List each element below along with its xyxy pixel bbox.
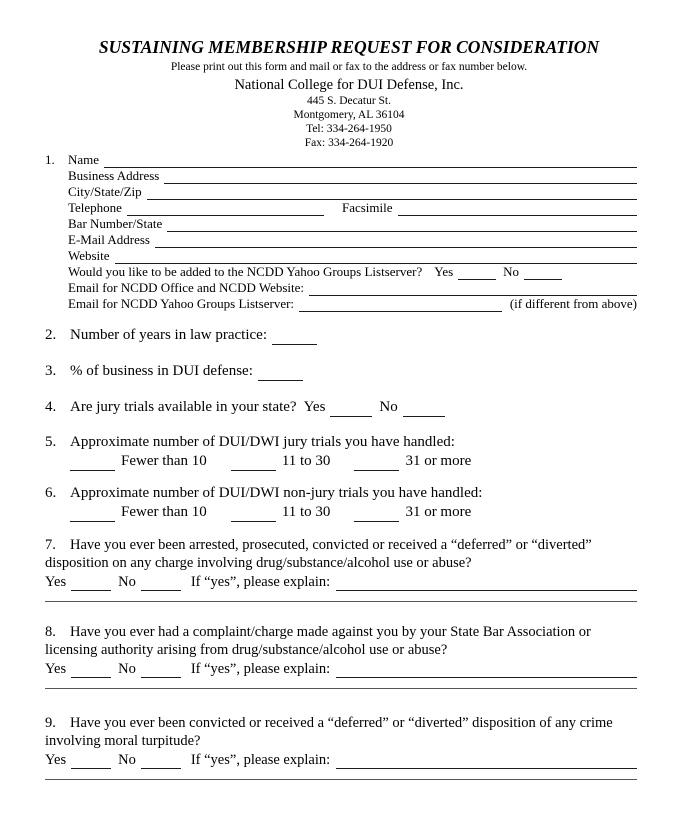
question-9-number: 9. (45, 715, 56, 731)
email-address-field[interactable] (155, 245, 637, 248)
q8-explain-label: If “yes”, please explain: (190, 661, 331, 677)
email-office-label: Email for NCDD Office and NCDD Website: (68, 280, 305, 295)
q7-explain-continuation-line[interactable] (45, 600, 637, 602)
telephone-label: Telephone (68, 200, 122, 215)
form-title: SUSTAINING MEMBERSHIP REQUEST FOR CONSIDERATION (98, 37, 600, 57)
q5-fewer-than-10-field[interactable] (70, 468, 115, 471)
q9-explain-field[interactable] (336, 766, 637, 769)
q8-no-field[interactable] (141, 675, 181, 678)
question-6-text: Approximate number of DUI/DWI non-jury trials you have handled: (70, 485, 483, 501)
business-address-field[interactable] (164, 181, 637, 184)
q6-31-or-more-label: 31 or more (405, 504, 472, 520)
question-4 (45, 398, 637, 417)
question-5-number: 5. (45, 434, 57, 450)
form-body (45, 152, 637, 780)
question-5-options-row (45, 452, 637, 471)
email-address-row (45, 232, 637, 248)
organization-name: National College for DUI Defense, Inc. (234, 77, 464, 93)
question-3-number: 3. (45, 363, 57, 379)
question-9 (45, 714, 637, 780)
question-1 (45, 152, 637, 312)
question-5 (45, 433, 637, 471)
question-8-text-paragraph (45, 623, 637, 659)
jury-trials-yes-label: Yes (303, 399, 326, 415)
listserver-question-row (45, 264, 637, 280)
q9-yes-field[interactable] (71, 766, 111, 769)
website-label: Website (68, 248, 110, 263)
years-in-practice-field[interactable] (272, 342, 317, 345)
email-listserver-label: Email for NCDD Yahoo Groups Listserver: (68, 296, 295, 311)
facsimile-label: Facsimile (341, 200, 393, 215)
q7-yes-label: Yes (45, 574, 67, 590)
bar-number-label: Bar Number/State (68, 216, 163, 231)
listserver-no-label: No (503, 264, 520, 279)
business-address-label: Business Address (68, 168, 160, 183)
question-5-text: Approximate number of DUI/DWI jury trials you have handled: (70, 434, 455, 450)
question-8-text: Have you ever had a complaint/charge made against you by your State Bar Association or licensing authority arising from drug/substance/alcohol use or abuse? (45, 624, 591, 658)
question-7-text-paragraph (45, 536, 637, 572)
city-state-zip: Montgomery, AL 36104 (293, 109, 405, 121)
question-8-number: 8. (45, 624, 56, 640)
question-3 (45, 362, 637, 381)
phone-number: Tel: 334-264-1950 (306, 123, 392, 135)
jury-trials-no-field[interactable] (403, 414, 445, 417)
q9-explain-continuation-line[interactable] (45, 778, 637, 780)
listserver-yes-label: Yes (434, 264, 454, 279)
business-address-row (45, 168, 637, 184)
name-label: Name (68, 152, 100, 167)
question-5-text-row (45, 433, 637, 452)
question-7-text: Have you ever been arrested, prosecuted, convicted or received a “deferred” or “diverted” disposition on any charge involving drug/substance/alcohol use or abuse? (45, 537, 592, 571)
email-listserver-row (45, 296, 637, 312)
q7-no-label: No (118, 574, 136, 590)
jury-trials-no-label: No (379, 399, 398, 415)
q7-explain-field[interactable] (336, 588, 637, 591)
q6-fewer-than-10-label: Fewer than 10 (121, 504, 207, 520)
question-8 (45, 623, 637, 689)
question-4-text: Are jury trials available in your state? (70, 399, 297, 415)
question-2-text: Number of years in law practice: (70, 327, 267, 343)
jury-trials-yes-field[interactable] (330, 414, 372, 417)
question-7 (45, 536, 637, 602)
email-address-label: E-Mail Address (68, 232, 150, 247)
bar-number-row (45, 216, 637, 232)
question-2-number: 2. (45, 327, 57, 343)
q7-yes-field[interactable] (71, 588, 111, 591)
city-state-zip-label: City/State/Zip (68, 184, 142, 199)
q5-fewer-than-10-label: Fewer than 10 (121, 453, 207, 469)
q8-explain-continuation-line[interactable] (45, 687, 637, 689)
q9-no-field[interactable] (141, 766, 181, 769)
website-row (45, 248, 637, 264)
listserver-no-field[interactable] (524, 277, 562, 280)
email-office-row (45, 280, 637, 296)
email-listserver-field[interactable] (299, 309, 502, 312)
question-6-options-row (45, 503, 637, 522)
form-header (0, 0, 698, 150)
question-9-text: Have you ever been convicted or received a “deferred” or “diverted” disposition of any crime involving moral turpitude? (45, 715, 613, 749)
question-7-number: 7. (45, 537, 56, 553)
form-instruction: Please print out this form and mail or fax to the address or fax number below. (170, 61, 528, 73)
q6-11-to-30-field[interactable] (231, 519, 276, 522)
q7-explain-label: If “yes”, please explain: (190, 574, 331, 590)
listserver-question-label: Would you like to be added to the NCDD Yahoo Groups Listserver? (68, 264, 423, 279)
listserver-yes-field[interactable] (458, 277, 496, 280)
q9-no-label: No (118, 752, 136, 768)
fax-number: Fax: 334-264-1920 (304, 137, 394, 149)
q7-no-field[interactable] (141, 588, 181, 591)
q8-yes-label: Yes (45, 661, 67, 677)
q5-11-to-30-label: 11 to 30 (281, 453, 331, 469)
q5-31-or-more-label: 31 or more (405, 453, 472, 469)
q5-31-or-more-field[interactable] (354, 468, 399, 471)
question-9-text-paragraph (45, 714, 637, 750)
question-6 (45, 484, 637, 522)
street-address: 445 S. Decatur St. (306, 95, 391, 107)
question-7-answer-row (45, 572, 637, 591)
q6-11-to-30-label: 11 to 30 (281, 504, 331, 520)
question-2 (45, 326, 637, 345)
q6-31-or-more-field[interactable] (354, 519, 399, 522)
q9-explain-label: If “yes”, please explain: (190, 752, 331, 768)
q8-yes-field[interactable] (71, 675, 111, 678)
question-1-number: 1. (45, 152, 55, 167)
question-9-answer-row (45, 750, 637, 769)
question-4-number: 4. (45, 399, 57, 415)
facsimile-field[interactable] (398, 213, 637, 216)
question-6-number: 6. (45, 485, 57, 501)
q6-fewer-than-10-field[interactable] (70, 519, 115, 522)
city-state-zip-row (45, 184, 637, 200)
bar-number-field[interactable] (167, 229, 637, 232)
q5-11-to-30-field[interactable] (231, 468, 276, 471)
question-3-text: % of business in DUI defense: (70, 363, 253, 379)
q8-no-label: No (118, 661, 136, 677)
name-field[interactable] (104, 165, 637, 168)
different-from-above-note: (if different from above) (509, 296, 637, 311)
telephone-row (45, 200, 637, 216)
q9-yes-label: Yes (45, 752, 67, 768)
dui-percentage-field[interactable] (258, 378, 303, 381)
q8-explain-field[interactable] (336, 675, 637, 678)
question-8-answer-row (45, 659, 637, 678)
question-6-text-row (45, 484, 637, 503)
name-row (45, 152, 637, 168)
